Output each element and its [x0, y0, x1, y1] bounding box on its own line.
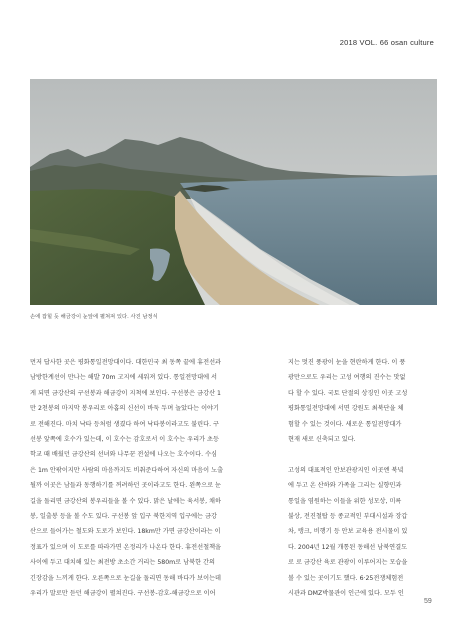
text-line: 로 로 금강산 육로 관광이 이루어지는 모습을 — [288, 559, 408, 567]
text-line: 다. 2004년 12월 개통된 동해선 남북연결도 — [288, 543, 408, 551]
text-line: 선봉 앞쪽에 호수가 있는데, 이 호수는 감호로서 이 호수는 우리가 초등 — [30, 436, 219, 444]
text-line: 먼저 답사한 곳은 평화통일전망대이다. 대한민국 최 동쪽 끝에 휴전선과 — [30, 359, 222, 366]
text-line: 산으로 들어가는 철도와 도로가 보인다. 18km만 가면 금강산이라는 이 — [30, 528, 221, 536]
text-line: 광만으로도 우리는 고성 여행의 진수는 맛없 — [288, 374, 406, 382]
text-line: 에 두고 온 산하와 가족을 그리는 실향민과 — [288, 482, 402, 490]
text-line: 차, 탱크, 비행기 등 안보 교육용 전시물이 있 — [288, 528, 408, 536]
right-text-column — [288, 355, 440, 601]
text-line: 길을 돌리면 금강산의 봉우리들을 볼 수 있다. 맑은 날에는 육서봉, 채하 — [30, 497, 221, 505]
photo-caption: 손에 잡힐 듯 해금강이 눈앞에 펼쳐져 있다. 사진 남정식 — [30, 314, 158, 320]
running-header: 2018 VOL. 66 osan culture — [339, 38, 434, 47]
text-line: 게 되면 금강산의 구선봉과 해금강이 지척에 보인다. 구선봉은 금강산 1 — [30, 389, 221, 397]
text-line: 현재 새로 신축되고 있다. — [288, 436, 356, 444]
text-line: 남방한계선이 만나는 해발 70m 고지에 세워져 있다. 통일전망대에 서 — [30, 374, 218, 382]
text-line: 험할 수 있는 것이다. 새로운 통일전망대가 — [288, 420, 402, 428]
text-line: 시관과 DMZ박물관이 인근에 있다. 모두 인 — [288, 590, 404, 598]
text-line: 정표가 있으며 이 도로를 따라가면 온정리가 나온다 한다. 휴전선철책을 — [30, 543, 222, 551]
text-line: 우리가 말로만 듣던 해금강이 펼쳐진다. 구선봉-감호-해금강으로 이어 — [30, 590, 216, 598]
text-line: 로 전해진다. 마치 낙타 등처럼 생겼다 하여 낙타봉이라고도 불린다. 구 — [30, 420, 219, 428]
text-line: 볼 수 있는 곳이기도 했다. 6·25전쟁체험전 — [288, 574, 404, 582]
coastline-photo-illustration — [30, 79, 437, 305]
text-line: 학교 때 배웠던 금강산의 선녀와 나무꾼 전설에 나오는 호수이다. 수심 — [30, 451, 218, 459]
page-number: 59 — [424, 598, 432, 605]
text-line: 은 1m 안팎이지만 사람의 마음까지도 비춰준다하여 자신의 마음이 노출 — [30, 466, 224, 474]
text-line: 통일을 염원하는 이들을 위한 성모상, 미륵 — [288, 497, 402, 505]
text-line: 될까 이곳은 남들과 동행하기를 꺼려하던 곳이라고도 한다. 왼쪽으로 눈 — [30, 482, 222, 490]
text-line: 사이에 두고 대치해 있는 최전방 초소간 거리는 580m로 남북한 간의 — [30, 559, 215, 567]
paragraph-gap — [288, 447, 440, 462]
text-line: 불상, 전진철탑 등 종교적인 부대시설과 장갑 — [288, 513, 408, 521]
text-line: 다 할 수 있다. 국토 단절의 상징인 이곳 고성 — [288, 389, 408, 397]
text-line: 봉, 일출봉 등을 볼 수도 있다. 구선봉 앞 입구 북한지역 입구에는 금강 — [30, 513, 217, 521]
text-line: 평화통일전망대에 서면 강원도 최북단을 체 — [288, 405, 404, 413]
text-line: 긴장감을 느끼게 한다. 오른쪽으로 눈길을 돌리면 동해 바다가 보이는데 — [30, 574, 222, 582]
text-line: 지는 멋진 풍광이 눈을 현란하게 한다. 이 풍 — [288, 359, 406, 366]
left-text-column — [30, 355, 280, 602]
coastline-photo — [30, 79, 437, 305]
text-line: 만 2천봉의 마지막 봉우리로 아홉의 신선이 바둑 두며 놀았다는 이야기 — [30, 405, 219, 413]
text-line: 고성의 대표적인 안보관광지인 이곳엔 북녘 — [288, 466, 404, 474]
